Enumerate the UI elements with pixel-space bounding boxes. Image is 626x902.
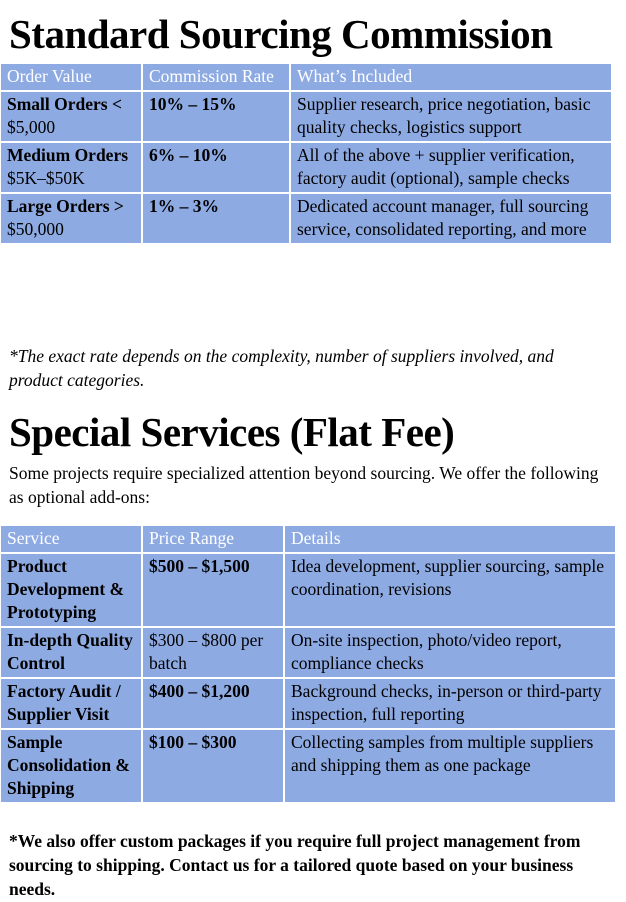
header-order-value: Order Value: [1, 64, 141, 90]
price-cell: $500 – $1,500: [143, 554, 283, 626]
order-name: Medium Orders: [7, 145, 129, 165]
table-row: [1, 730, 615, 802]
order-value-cell: [1, 92, 141, 141]
order-value-cell: [1, 194, 141, 243]
special-services-intro: Some projects require specialized attention beyond sourcing. We offer the following as optional add-ons:: [9, 463, 599, 507]
order-name: Large Orders >: [7, 196, 124, 216]
service-cell: Sample Consolidation & Shipping: [1, 730, 141, 802]
table-row: [1, 143, 611, 192]
table-header-row: [1, 526, 615, 552]
service-cell: In-depth Quality Control: [1, 628, 141, 677]
details-cell: Idea development, supplier sourcing, sample coordination, revisions: [285, 554, 615, 626]
order-sub: $5K–$50K: [7, 168, 85, 188]
header-commission-rate: Commission Rate: [143, 64, 289, 90]
table-row: [1, 679, 615, 728]
header-details: Details: [285, 526, 615, 552]
included-cell: Supplier research, price negotiation, basic quality checks, logistics support: [291, 92, 611, 141]
details-cell: On-site inspection, photo/video report, compliance checks: [285, 628, 615, 677]
price-cell: $100 – $300: [143, 730, 283, 802]
service-cell: Factory Audit / Supplier Visit: [1, 679, 141, 728]
details-cell: Collecting samples from multiple suppliers and shipping them as one package: [285, 730, 615, 802]
included-cell: Dedicated account manager, full sourcing service, consolidated reporting, and more: [291, 194, 611, 243]
order-sub: $50,000: [7, 219, 64, 239]
special-services-table: [0, 524, 617, 804]
header-price-range: Price Range: [143, 526, 283, 552]
table-row: [1, 92, 611, 141]
order-value-cell: [1, 143, 141, 192]
commission-table: [0, 62, 613, 245]
commission-title: Standard Sourcing Commission: [9, 11, 553, 57]
special-services-title: Special Services (Flat Fee): [9, 409, 455, 455]
table-row: [1, 628, 615, 677]
rate-cell: 6% – 10%: [143, 143, 289, 192]
included-cell: All of the above + supplier verification, factory audit (optional), sample checks: [291, 143, 611, 192]
header-service: Service: [1, 526, 141, 552]
custom-packages-note: *We also offer custom packages if you require full project management from sourcing to shipping. Contact us for a tailored quote based on your business needs.: [9, 831, 581, 899]
rate-cell: 10% – 15%: [143, 92, 289, 141]
order-sub: $5,000: [7, 117, 56, 137]
price-cell: $400 – $1,200: [143, 679, 283, 728]
rate-cell: 1% – 3%: [143, 194, 289, 243]
commission-note: *The exact rate depends on the complexity, number of suppliers involved, and product categories.: [9, 346, 554, 390]
order-name: Small Orders <: [7, 94, 122, 114]
table-row: [1, 194, 611, 243]
price-cell: $300 – $800 per batch: [143, 628, 283, 677]
table-row: [1, 554, 615, 626]
details-cell: Background checks, in-person or third-party inspection, full reporting: [285, 679, 615, 728]
service-cell: Product Development & Prototyping: [1, 554, 141, 626]
table-header-row: [1, 64, 611, 90]
header-whats-included: What’s Included: [291, 64, 611, 90]
